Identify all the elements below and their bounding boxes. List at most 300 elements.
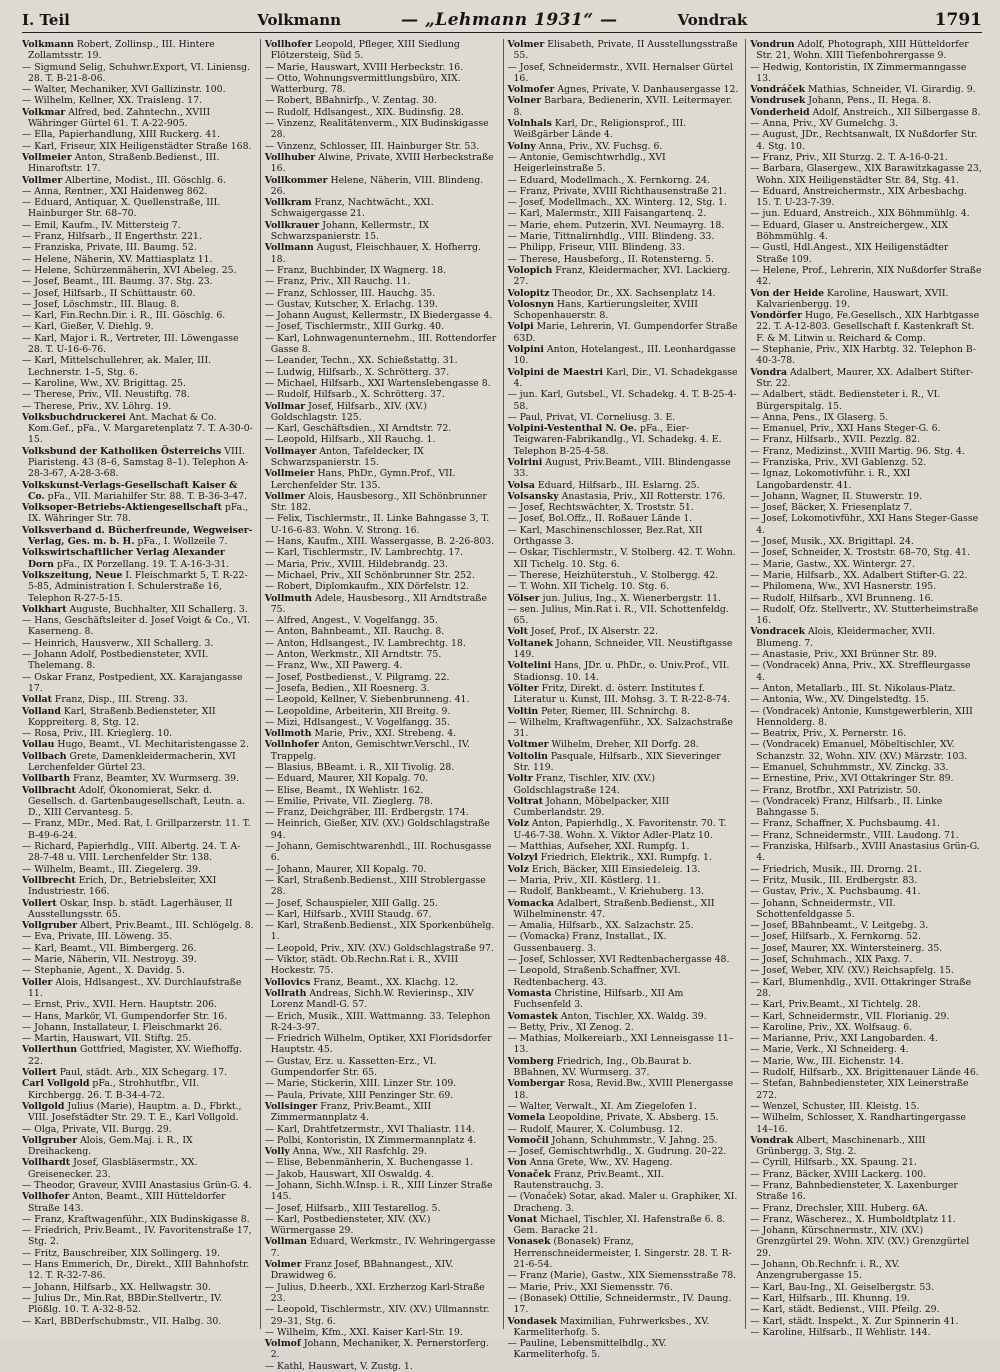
entry-details: — Franz, Buchbinder, IX Wagnerg. 18. <box>264 264 447 276</box>
directory-entry <box>508 1022 740 1033</box>
directory-entry <box>22 1180 254 1191</box>
entry-details: — Leopold, Priv., XIV. (XV.) Goldschlagstraße 97. <box>264 942 494 954</box>
directory-entry <box>750 186 982 209</box>
entry-details: Franz Josef, BBahnangest., XIV. Drawidweg 6. <box>270 1259 454 1282</box>
entry-details: — Josef, Hilfsarb., X. Fernkorng. 52. <box>750 931 921 943</box>
entry-surname: Vollgruber <box>22 1134 78 1146</box>
entry-details: Helene, Näherin, VIII. Blindeng. 26. <box>270 174 484 197</box>
directory-entry <box>750 886 982 897</box>
entry-details: — Franz, Drechsler, XIII. Huberg. 6A. <box>750 1202 928 1214</box>
entry-details: — Therese, Heizhüterstuh., V. Stolbergg. 42. <box>507 569 719 581</box>
entry-details: — Paul, Privat, VI. Corneliusg. 3. E. <box>507 411 676 423</box>
directory-entry <box>265 649 497 660</box>
entry-details: — Eva, Private, III. Löweng. 35. <box>22 931 173 943</box>
entry-surname: Vollrath <box>264 987 307 999</box>
directory-entry <box>508 581 740 592</box>
entry-surname: Von <box>507 1157 527 1169</box>
directory-entry <box>508 1236 740 1270</box>
directory-entry <box>265 672 497 683</box>
entry-surname: Vondráček <box>750 84 806 96</box>
entry-details: Johann, Schuhmmstr., V. Jahng. 25. <box>551 1134 718 1146</box>
directory-entry <box>508 638 740 661</box>
entry-surname: Volmof <box>264 1338 301 1350</box>
directory-entry <box>265 513 497 536</box>
entry-details: — Emanuel, Priv., XXI Hans Steger-G. 6. <box>750 423 941 435</box>
entry-surname: Vondörfer <box>750 310 802 322</box>
directory-entry <box>750 84 982 95</box>
directory-entry <box>750 864 982 875</box>
entry-details: Franz, Nachtwächt., XXI. Schwaigergasse 21. <box>270 197 434 220</box>
entry-details: — Karl, Hilfsarb., III. Khunng. 19. <box>750 1292 910 1304</box>
directory-entry <box>22 401 254 412</box>
directory-entry <box>22 999 254 1010</box>
directory-entry <box>265 536 497 547</box>
directory-entry <box>265 378 497 389</box>
directory-entry <box>508 491 740 502</box>
directory-entry <box>265 660 497 671</box>
directory-title: — „Lehmann 1931“ — <box>401 10 618 30</box>
entry-surname: Vollhuber <box>264 151 316 163</box>
directory-entry <box>750 1203 982 1214</box>
directory-entry <box>22 841 254 864</box>
directory-entry <box>22 1225 254 1248</box>
directory-entry <box>750 1214 982 1225</box>
directory-entry <box>265 864 497 875</box>
directory-entry <box>750 559 982 570</box>
directory-entry <box>22 299 254 310</box>
entry-details: Johann, Pens., II. Hega. 8. <box>808 95 932 107</box>
entry-details: — Rudolf, Bankbeamt., V. Kriehuberg. 13. <box>507 886 705 898</box>
entry-surname: Voller <box>22 976 53 988</box>
entry-details: — jun. Karl, Gutsbel., VI. Schadekg. 4. T. B-25-4-58. <box>507 389 737 412</box>
entry-details: — Martin, Hauswart, VII. Stiftg. 25. <box>22 1033 192 1045</box>
entry-details: — Oskar, Tischlermstr., V. Stolberg. 42. T. Wohn. XII Tichelg. 10. Stg. 6. <box>507 547 736 570</box>
entry-details: — Franz, Brotfbr., XXI Patrizistr. 50. <box>750 784 921 796</box>
directory-entry <box>22 672 254 695</box>
entry-details: — Josef, Hilfsarb., XIII Testarellog. 5. <box>264 1202 441 1214</box>
directory-column-1 <box>22 39 254 1329</box>
entry-surname: Volkszeitung, Neue <box>22 569 123 581</box>
directory-entry <box>750 288 982 311</box>
directory-entry <box>265 389 497 400</box>
entry-surname: Volmer <box>264 1259 302 1271</box>
directory-entry <box>508 254 740 265</box>
entry-surname: Volner <box>507 95 542 107</box>
entry-details: — Gustav, Kutscher, X. Erlachg. 139. <box>264 298 438 310</box>
directory-entry <box>265 728 497 739</box>
entry-details: Marie, Lehrerin, VI. Gumpendorfer Straße 63D. <box>513 321 738 344</box>
entry-details: — Rudolf, Hdlsangest., XIX. Budinsfig. 28. <box>264 106 464 118</box>
directory-entry <box>265 762 497 773</box>
directory-entry <box>750 457 982 468</box>
entry-surname: Vollovics <box>264 976 311 988</box>
directory-entry <box>750 118 982 129</box>
directory-entry <box>22 1135 254 1158</box>
directory-entry <box>265 570 497 581</box>
entry-details: — Oskar Franz, Postpedient, XX. Karajangasse 17. <box>22 671 243 694</box>
entry-details: Anna Grete, Ww., XV. Hageng. <box>529 1157 673 1169</box>
directory-entry <box>265 920 497 943</box>
directory-entry <box>22 1044 254 1067</box>
directory-entry <box>22 378 254 389</box>
directory-entry <box>750 446 982 457</box>
directory-entry <box>22 186 254 197</box>
directory-entry <box>750 1316 982 1327</box>
entry-surname: Volksoper-Betriebs-Aktiengesellschaft <box>22 502 222 514</box>
directory-entry <box>750 412 982 423</box>
directory-entry <box>750 242 982 265</box>
directory-entry <box>750 1293 982 1304</box>
directory-entry <box>508 1124 740 1135</box>
entry-details: — Fritz, Bauschreiber, XIX Sollingerg. 19. <box>22 1247 220 1259</box>
entry-surname: Vollbach <box>22 750 67 762</box>
entry-surname: Vollert <box>22 1067 57 1079</box>
entry-surname: Vonderheid <box>750 106 810 118</box>
directory-entry <box>750 1259 982 1282</box>
entry-surname: Volsa <box>507 479 535 491</box>
entry-surname: Vollkrauer <box>264 219 320 231</box>
directory-entry <box>508 626 740 637</box>
entry-surname: Volopitz <box>507 287 550 299</box>
entry-surname: Vollau <box>22 739 55 751</box>
directory-entry <box>750 39 982 62</box>
entry-details: — Karl, städt. Bedienst., VIII. Pfeilg. 29. <box>750 1304 940 1316</box>
entry-surname: Vollbracht <box>22 784 76 796</box>
directory-entry <box>22 954 254 965</box>
directory-entry <box>750 977 982 1000</box>
directory-entry <box>265 73 497 96</box>
directory-entry <box>265 95 497 106</box>
entry-surname: Volkswirtschaftlicher Verlag Alexander Dorn <box>22 547 225 570</box>
entry-details: — Franziska, Private, III. Baumg. 52. <box>22 242 197 254</box>
entry-details: — Eduard, Glaser u. Anstreichergew., XIX Böhmmühlg. 4. <box>750 219 948 243</box>
directory-entry <box>22 751 254 774</box>
directory-entry <box>265 954 497 977</box>
directory-entry <box>265 321 497 332</box>
entry-details: Maximilian, Fuhrwerksbes., XV. Karmeliterhofg. 5. <box>513 1315 710 1338</box>
entry-details: Fritz, Direkt. d. österr. Institutes f. Literatur u. Kunst, III. Mohsg. 3. T. R-22-8-74. <box>513 682 731 706</box>
entry-details: VIII. Piaristeng. 43 (8–6, Samstag 8–1). Telephon A-28-3-67, A-28-3-68. <box>28 445 249 480</box>
entry-details: — Karl, städt. Inspekt., X. Zur Spinnerin 41. <box>750 1315 959 1327</box>
entry-details: — Beatrix, Priv., X. Pernerstr. 16. <box>750 728 907 740</box>
entry-details: — Anton, Hdlsangest., IV. Lambrechtg. 18. <box>264 637 466 649</box>
directory-entry <box>508 875 740 886</box>
directory-entry <box>750 265 982 288</box>
entry-details: — Rudolf, Hilfsarb., XX. Brigittenauer Lände 46. <box>750 1067 979 1079</box>
directory-entry <box>508 751 740 774</box>
entry-details: Karl, Dr., Religionsprof., III. Weißgärber Lände 4. <box>513 118 687 141</box>
directory-entry <box>22 638 254 649</box>
directory-entry <box>265 626 497 637</box>
directory-column-3 <box>503 39 740 1361</box>
entry-surname: Vollmuth <box>264 592 313 604</box>
directory-entry <box>750 310 982 344</box>
directory-entry <box>265 581 497 592</box>
directory-entry <box>22 1124 254 1135</box>
directory-entry <box>508 818 740 841</box>
entry-details: Johann, Möbelpacker, XIII Cumberlandstr. 29. <box>513 795 670 819</box>
entry-details: — Johann, Gemischtwarenhdl., III. Rochusgasse 6. <box>264 841 492 864</box>
directory-entry <box>265 841 497 864</box>
directory-entry <box>508 954 740 965</box>
directory-entry <box>508 321 740 344</box>
entry-details: — Olga, Private, VII. Burgg. 29. <box>22 1123 172 1135</box>
directory-entry <box>265 1056 497 1079</box>
entry-surname: Volzyl <box>507 852 538 864</box>
directory-entry <box>22 773 254 784</box>
entry-surname: Vondrak <box>750 1134 794 1146</box>
entry-details: — Johann, Ob.Rechnfr. i. R., XV. Anzengrubergasse 15. <box>750 1259 900 1282</box>
directory-entry <box>265 107 497 118</box>
directory-entry <box>22 649 254 672</box>
entry-surname: Voltin <box>507 705 539 717</box>
entry-details: Karoline, Hauswart, XVII. Kalvarienbergg. 19. <box>756 287 949 310</box>
directory-entry <box>750 208 982 219</box>
entry-surname: Vollhofer <box>22 1191 70 1203</box>
directory-entry <box>508 547 740 570</box>
entry-details: — Josef, Bäcker, X. Friesenplatz 7. <box>750 502 913 514</box>
entry-details: — Franz, Medizinst., XVIII Martig. 96. Stg. 4. <box>750 445 965 457</box>
entry-details: — Blasius, BBeamt. i. R., XII Tivolig. 28. <box>264 762 455 773</box>
directory-entry <box>508 1293 740 1316</box>
directory-entry <box>265 355 497 366</box>
entry-details: Anton, Beamt., XIII Hütteldorfer Straße 143. <box>28 1191 226 1214</box>
entry-details: — Vinzenz, Realitätenverm., XIX Budinskigasse 28. <box>264 118 489 141</box>
entry-details: — Anton, Metallarb., III. St. Nikolaus-Platz. <box>750 682 956 694</box>
directory-entry <box>508 965 740 988</box>
entry-surname: Vondracek <box>750 626 806 638</box>
entry-details: Oskar, Insp. b. städt. Lagerhäuser, II Ausstellungsstr. 65. <box>28 897 233 920</box>
entry-details: — Friedrich, Priv.Beamt., IV. Favoritenstraße 17, Stg. 2. <box>22 1225 252 1248</box>
entry-details: — Josef, Schlosser, XVI Redtenbachergasse 48. <box>507 954 730 966</box>
entry-details: Franz, Beamter, XV. Wurmserg. 39. <box>73 773 239 785</box>
directory-entry <box>508 1316 740 1339</box>
entry-surname: Volkmar <box>22 106 66 118</box>
entry-details: — Karl, Priv.Beamt., XI Tichtelg. 28. <box>750 999 921 1011</box>
directory-entry <box>265 1157 497 1168</box>
entry-details: — Karl, Straßenb.Bedienst., XIX Sporkenbühelg. 1. <box>264 920 495 943</box>
directory-entry <box>508 988 740 1011</box>
entry-details: Adalbert, Straßenb.Bedienst., XII Wilhelminenstr. 47. <box>513 897 715 920</box>
entry-details: Gottfried, Magister, XV. Wiefhoffg. 22. <box>28 1044 243 1067</box>
entry-details: Leopoldine, Private, X. Absberg. 15. <box>548 1112 719 1124</box>
entry-details: — Josef, Schuhmach., XIX Paxg. 7. <box>750 954 913 966</box>
directory-entry <box>508 1338 740 1361</box>
directory-entry <box>22 1248 254 1259</box>
entry-details: pFa., Eier-Teigwaren-Fabrikandlg., VI. Schadekg. 4. E. Telephon B-25-4-58. <box>513 423 722 457</box>
entry-details: pFa., Strohhutfbr., VII. Kirchbergg. 26. T. B-34-4-72. <box>28 1078 200 1101</box>
entry-details: — Eduard, Antiquar, X. Quellenstraße, III. Hainburger Str. 68–70. <box>22 197 221 220</box>
directory-entry <box>750 762 982 773</box>
entry-details: Elisabeth, Private, II Ausstellungsstraße 55. <box>513 39 738 62</box>
directory-entry <box>750 344 982 367</box>
entry-details: Franz, Priv.Beamt., XII. Rautenstrauchg. 3. <box>513 1168 665 1191</box>
directory-entry <box>508 920 740 931</box>
entry-details: Albert, Maschinenarb., XIII Grünbergg. 3, Stg. 2. <box>756 1134 926 1158</box>
entry-details: Erich, Bäcker, XIII Einsiedeleig. 13. <box>531 863 701 875</box>
entry-details: Christine, Hilfsarb., XII Am Fuchsenfeld 3. <box>513 987 684 1011</box>
entry-details: — Therese, Priv., XV. Löhrg. 19. <box>22 400 172 412</box>
entry-details: — Gustav, Erz. u. Kassetten-Erz., VI. Gumpendorfer Str. 65. <box>264 1055 437 1079</box>
directory-entry <box>22 39 254 62</box>
directory-entry <box>265 706 497 717</box>
entry-details: — Anton, Werkmstr., XII Arndtstr. 75. <box>264 649 442 661</box>
entry-details: — Franz, MDr., Med. Rat, I. Grillparzerstr. 11. T. B-49-6-24. <box>22 818 251 841</box>
directory-entry <box>508 796 740 819</box>
entry-details: — Hans, Kaufm., XIII. Wassergasse, B. 2-26-803. <box>264 536 495 548</box>
directory-entry <box>265 288 497 299</box>
entry-details: — Theodor, Graveur, XVIII Anastasius Grün-G. 4. <box>22 1179 252 1191</box>
entry-surname: Volz <box>507 863 529 875</box>
entry-details: — Johann, Sichh.W.Insp. i. R., XIII Linzer Straße 145. <box>264 1179 493 1203</box>
directory-entry <box>265 1078 497 1089</box>
directory-entry <box>265 62 497 73</box>
directory-entry <box>508 344 740 367</box>
directory-entry <box>22 1214 254 1225</box>
directory-entry <box>508 186 740 197</box>
entry-details: — Eduard, Maurer, XII Kopalg. 70. <box>264 773 429 785</box>
entry-details: — (Vondracek) Emanuel, Möbeltischler, XV. Schanzstr. 32, Wohn. XIV. (XV.) Märzstr. 103. <box>750 739 968 762</box>
entry-details: — Marie, Hilfsarb., XX. Adalbert Stifter-G. 22. <box>750 569 968 581</box>
directory-entry <box>750 389 982 412</box>
directory-entry <box>265 423 497 434</box>
entry-details: — Richard, Papierhdlg., VIII. Albertg. 24. T. A-28-7-48 u. VIII. Lerchenfelder Str. 138. <box>22 841 241 864</box>
directory-entry <box>265 242 497 265</box>
entry-details: Albertine, Modist., III. Göschlg. 6. <box>65 174 226 186</box>
directory-entry <box>508 717 740 740</box>
entry-details: — Josef, Postbedienst., V. Pilgramg. 22. <box>264 671 450 683</box>
entry-details: — Franz, Wäscherez., X. Humboldtplatz 11. <box>750 1213 956 1225</box>
directory-entry <box>750 1112 982 1135</box>
entry-details: — Johann, Wagner, II. Stuwerstr. 19. <box>750 490 923 502</box>
directory-entry <box>508 739 740 750</box>
directory-entry <box>265 1327 497 1338</box>
entry-surname: Vollert <box>22 897 57 909</box>
directory-entry <box>265 943 497 954</box>
directory-entry <box>508 898 740 921</box>
directory-entry <box>265 694 497 705</box>
entry-surname: Vollmer <box>22 174 63 186</box>
entry-surname: Volksverband d. Bücherfreunde, Wegweiser-Verlag, Ges. m. b. H. <box>22 524 253 548</box>
entry-details: Paul, städt. Arb., XIX Schegarg. 17. <box>59 1067 228 1079</box>
directory-entry <box>265 988 497 1011</box>
directory-entry <box>508 423 740 457</box>
entry-details: — Otto, Wohnungsvermittlungsbüro, XIX. Watterburg. 78. <box>264 72 461 96</box>
directory-entry <box>265 898 497 909</box>
entry-details: — Johann, Maurer, XII Kopalg. 70. <box>264 863 427 875</box>
entry-surname: Vondrun <box>750 39 795 50</box>
entry-details: — Franz, Kraftwagenführ., XIX Budinskigasse 8. <box>22 1213 250 1225</box>
entry-surname: Volly <box>264 1146 290 1158</box>
entry-details: — Franz, Ww., XII Pawerg. 4. <box>264 660 403 672</box>
directory-entry <box>265 468 497 491</box>
directory-entry <box>750 1282 982 1293</box>
directory-entry <box>508 1101 740 1112</box>
directory-entry <box>750 107 982 118</box>
entry-details: — Ludwig, Hilfsarb., X. Schrötterg. 37. <box>264 366 450 378</box>
entry-details: — Walter, Mechaniker, XVI Gallizinstr. 100. <box>22 84 226 96</box>
entry-details: — Julius, D.heerb., XXI. Erzherzog Karl-Straße 23. <box>264 1281 485 1304</box>
entry-surname: Volnhals <box>507 118 552 130</box>
directory-entry <box>508 683 740 706</box>
entry-surname: Vollnhofer <box>264 739 319 751</box>
entry-surname: Vollbrecht <box>22 874 76 886</box>
entry-details: — Franz, Schaffner, X. Puchsbaumg. 41. <box>750 818 940 830</box>
directory-entry <box>22 965 254 976</box>
entry-details: — Wilhelm, Kellner, XX. Traisleng. 17. <box>22 95 202 107</box>
entry-details: — Heinrich, Hausverw., XII Schallerg. 3. <box>22 637 214 649</box>
directory-entry <box>22 864 254 875</box>
directory-entry <box>265 739 497 762</box>
directory-entry <box>265 818 497 841</box>
entry-details: — (Vondracek) Antonie, Kunstgewerblerin, XIII Hennolderg. 8. <box>750 705 973 728</box>
directory-entry <box>750 491 982 502</box>
entry-details: — (Vomacka) Franz, Installat., IX. Gussenbauerg. 3. <box>507 931 667 954</box>
entry-details: Anton, Straßenb.Bedienst., III. Hinaroftstr. 17. <box>28 151 220 175</box>
directory-entry <box>750 1101 982 1112</box>
entry-details: Alois, Gem.Maj. i. R., IX Dreihackeng. <box>28 1134 193 1158</box>
entry-surname: Volosnyn <box>507 298 554 310</box>
entry-details: — Fritz, Musik., III. Erdbergstr. 83. <box>750 874 918 886</box>
entry-details: — Ella, Papierhandlung, XIII Ruckerg. 41. <box>22 129 220 141</box>
entry-details: Franz, Disp., III. Streng. 33. <box>54 694 188 706</box>
entry-details: — Michael, Priv., XII Schönbrunner Str. 252. <box>264 569 475 581</box>
entry-surname: Vomasta <box>507 987 552 999</box>
directory-entry <box>508 1011 740 1022</box>
directory-entry <box>22 728 254 739</box>
entry-surname: Volsansky <box>507 490 559 502</box>
entry-details: — Ignaz, Lokomotivführ. i. R., XXI Langobardenstr. 41. <box>750 468 911 491</box>
directory-entry <box>22 321 254 332</box>
directory-entry <box>22 333 254 356</box>
directory-entry <box>750 943 982 954</box>
entry-details: Adolf, Anstreich., XII Silbergasse 8. <box>812 106 981 118</box>
entry-details: — Maria, Priv., XVIII. Hildebrandg. 23. <box>264 558 448 570</box>
entry-details: — Franz, Bahnbediensteter, X. Laxenburger Straße 16. <box>750 1179 958 1203</box>
directory-entry <box>750 1022 982 1033</box>
directory-entry <box>22 920 254 931</box>
directory-entry <box>265 1361 497 1372</box>
entry-details: — Josef, Schneider, X. Troststr. 68–70, Stg. 41. <box>750 547 971 559</box>
entry-details: — Anna, Rentner., XXI Haidenweg 862. <box>22 185 208 197</box>
directory-entry <box>265 717 497 728</box>
directory-entry <box>265 152 497 175</box>
directory-entry <box>22 547 254 570</box>
directory-entry <box>265 333 497 356</box>
directory-entry <box>508 1191 740 1214</box>
entry-details: Marie, Priv., XXI. Strebeng. 4. <box>314 728 457 740</box>
entry-details: — Franz, Hilfsarb., XVII. Pezzlg. 82. <box>750 434 921 446</box>
directory-entry <box>22 276 254 287</box>
directory-entry <box>22 1293 254 1316</box>
entry-details: — Polbi, Kontoristin, IX Zimmermannplatz 4. <box>264 1134 477 1146</box>
directory-entry <box>22 95 254 106</box>
directory-column-2 <box>260 39 497 1372</box>
directory-entry <box>508 299 740 322</box>
directory-entry <box>265 638 497 649</box>
entry-details: — Maria, Priv., XII. Köstlerg. 11. <box>507 874 661 886</box>
entry-details: — Wilhelm, Kfm., XXI. Kaiser Karl-Str. 19. <box>264 1326 463 1338</box>
entry-details: — Karl, Geschäftsdien., XI Arndtstr. 72. <box>264 423 452 435</box>
entry-details: Josef, Hilfsarb., XIV. (XV.) Goldschlagstr. 125. <box>270 400 428 423</box>
entry-details: Anton, Papierhdlg., X. Favoritenstr. 70. T. U-46-7-38. Wohn. X. Viktor Adler-Platz 10. <box>513 818 727 841</box>
directory-entry <box>508 288 740 299</box>
guide-word-left: Volkmann <box>257 11 342 29</box>
directory-entry <box>22 197 254 220</box>
entry-details: Johann, Mechaniker, X. Pernerstorferg. 2. <box>270 1338 489 1361</box>
entry-details: — Josef, Schneidermstr., XVII. Hernalser Gürtel 16. <box>507 61 733 84</box>
directory-entry <box>265 1169 497 1180</box>
